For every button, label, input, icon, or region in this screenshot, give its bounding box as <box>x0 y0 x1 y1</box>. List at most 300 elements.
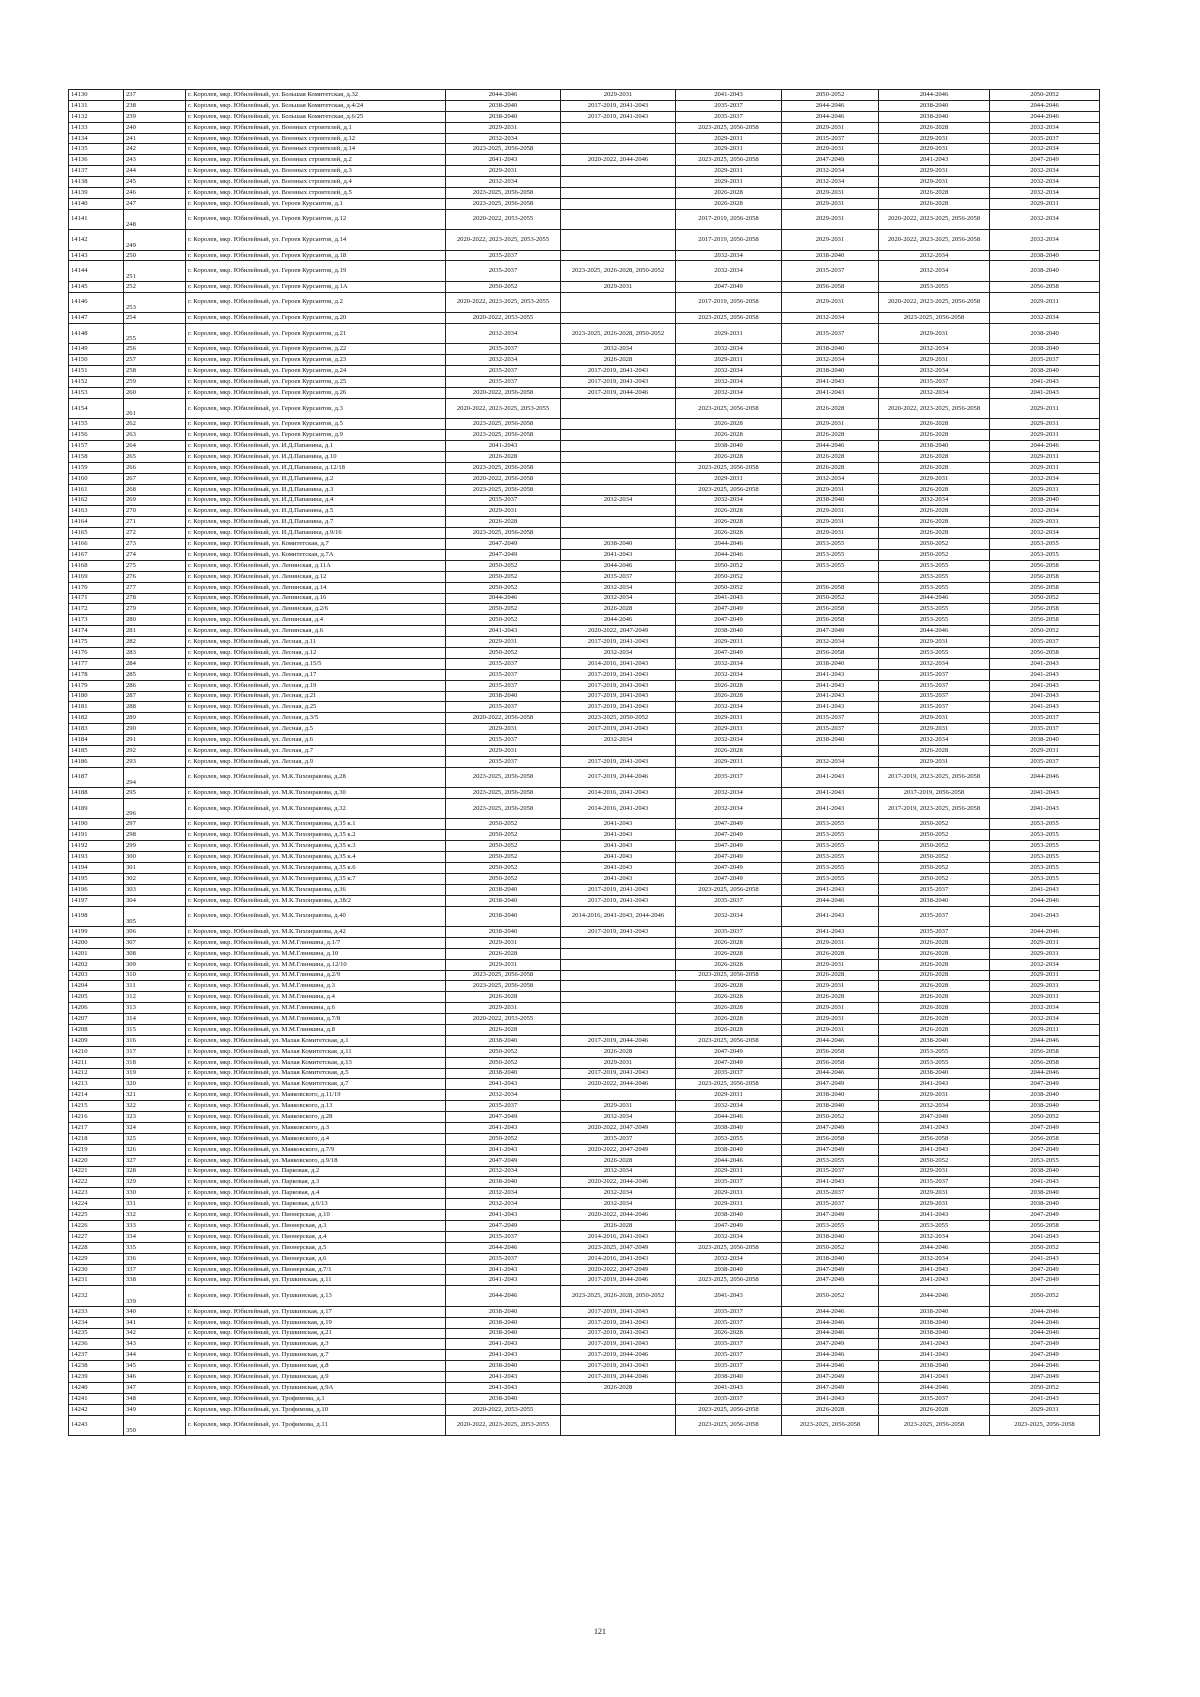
period-1-cell: 2020-2022, 2023-2025, 2053-2055 <box>446 292 561 312</box>
period-3-cell: 2023-2025, 2056-2058 <box>676 1275 782 1286</box>
period-1-cell: 2044-2046 <box>446 593 561 604</box>
period-1-cell: 2050-2052 <box>446 582 561 593</box>
period-4-cell: 2050-2052 <box>782 1112 879 1123</box>
period-2-cell: 2020-2022, 2047-2049 <box>561 1122 676 1133</box>
address-cell: г. Королев, мкр. Юбилейный, ул. Военных строителей, д.12 <box>186 133 446 144</box>
period-1-cell: 2050-2052 <box>446 873 561 884</box>
table-row <box>69 473 1100 484</box>
table-row <box>69 745 1100 756</box>
row-number-cell: 14141 <box>69 209 124 229</box>
table-body <box>69 90 1100 1436</box>
table-row <box>69 626 1100 637</box>
record-id-cell: 315 <box>124 1024 186 1035</box>
period-5-cell: 2029-2031 <box>879 355 990 366</box>
period-6-cell: 2041-2043 <box>990 906 1100 926</box>
period-2-cell: 2023-2025, 2026-2028, 2050-2052 <box>561 1286 676 1306</box>
record-id-cell: 343 <box>124 1339 186 1350</box>
record-id-cell: 292 <box>124 745 186 756</box>
period-6-cell: 2032-2034 <box>990 209 1100 229</box>
period-6-cell: 2056-2058 <box>990 1046 1100 1057</box>
period-2-cell: 2017-2019, 2044-2046 <box>561 1372 676 1383</box>
table-row <box>69 788 1100 799</box>
row-number-cell: 14213 <box>69 1079 124 1090</box>
period-5-cell: 2026-2028 <box>879 1003 990 1014</box>
period-2-cell <box>561 959 676 970</box>
address-cell: г. Королев, мкр. Юбилейный, ул. Героев Курсантов, д.9 <box>186 430 446 441</box>
table-row <box>69 230 1100 250</box>
period-2-cell: 2020-2022, 2044-2046 <box>561 155 676 166</box>
row-number-cell: 14238 <box>69 1361 124 1372</box>
period-6-cell: 2023-2025, 2056-2058 <box>990 1415 1100 1435</box>
record-id-cell: 290 <box>124 724 186 735</box>
row-number-cell: 14189 <box>69 799 124 819</box>
period-1-cell: 2023-2025, 2056-2058 <box>446 767 561 787</box>
record-id-cell: 297 <box>124 819 186 830</box>
period-1-cell: 2041-2043 <box>446 1122 561 1133</box>
table-row <box>69 1286 1100 1306</box>
period-5-cell: 2050-2052 <box>879 852 990 863</box>
row-number-cell: 14169 <box>69 571 124 582</box>
row-number-cell: 14206 <box>69 1003 124 1014</box>
table-row <box>69 1264 1100 1275</box>
table-row <box>69 188 1100 199</box>
row-number-cell: 14150 <box>69 355 124 366</box>
table-row <box>69 1035 1100 1046</box>
period-5-cell: 2029-2031 <box>879 1166 990 1177</box>
period-3-cell: 2050-2052 <box>676 571 782 582</box>
period-6-cell: 2032-2034 <box>990 1014 1100 1025</box>
period-3-cell: 2017-2019, 2056-2058 <box>676 292 782 312</box>
period-3-cell: 2029-2031 <box>676 1199 782 1210</box>
period-2-cell: 2041-2043 <box>561 830 676 841</box>
period-4-cell: 2035-2037 <box>782 324 879 344</box>
period-6-cell: 2029-2031 <box>990 948 1100 959</box>
period-6-cell: 2056-2058 <box>990 647 1100 658</box>
period-3-cell: 2026-2028 <box>676 680 782 691</box>
period-3-cell: 2023-2025, 2056-2058 <box>676 1415 782 1435</box>
period-6-cell: 2029-2031 <box>990 517 1100 528</box>
table-row <box>69 873 1100 884</box>
period-5-cell: 2050-2052 <box>879 873 990 884</box>
record-id-cell: 321 <box>124 1090 186 1101</box>
table-row <box>69 1306 1100 1317</box>
period-2-cell: 2032-2034 <box>561 735 676 746</box>
period-3-cell: 2026-2028 <box>676 691 782 702</box>
table-row <box>69 292 1100 312</box>
period-2-cell: 2035-2037 <box>561 571 676 582</box>
table-row <box>69 1242 1100 1253</box>
table-row <box>69 198 1100 209</box>
period-6-cell: 2044-2046 <box>990 100 1100 111</box>
record-id-cell: 319 <box>124 1068 186 1079</box>
table-row <box>69 593 1100 604</box>
period-4-cell: 2041-2043 <box>782 1393 879 1404</box>
row-number-cell: 14243 <box>69 1415 124 1435</box>
row-number-cell: 14239 <box>69 1372 124 1383</box>
record-id-cell: 280 <box>124 615 186 626</box>
period-2-cell: 2017-2019, 2041-2043 <box>561 637 676 648</box>
period-3-cell: 2047-2049 <box>676 863 782 874</box>
period-1-cell: 2038-2040 <box>446 1177 561 1188</box>
period-6-cell: 2029-2031 <box>990 484 1100 495</box>
record-id-cell: 260 <box>124 387 186 398</box>
period-2-cell: 2020-2022, 2044-2046 <box>561 1177 676 1188</box>
record-id-cell: 318 <box>124 1057 186 1068</box>
address-cell: г. Королев, мкр. Юбилейный, ул. Лесная, д.25 <box>186 702 446 713</box>
period-2-cell <box>561 517 676 528</box>
row-number-cell: 14178 <box>69 669 124 680</box>
period-1-cell: 2041-2043 <box>446 1079 561 1090</box>
table-row <box>69 313 1100 324</box>
table-row <box>69 1090 1100 1101</box>
period-5-cell: 2032-2034 <box>879 735 990 746</box>
record-id-cell: 252 <box>124 281 186 292</box>
period-3-cell: 2038-2040 <box>676 1264 782 1275</box>
period-3-cell: 2041-2043 <box>676 90 782 101</box>
address-cell: г. Королев, мкр. Юбилейный, ул. М.К.Тихонравова, д.40 <box>186 906 446 926</box>
period-6-cell: 2050-2052 <box>990 1286 1100 1306</box>
period-2-cell: 2032-2034 <box>561 1188 676 1199</box>
page-number: 121 <box>594 1627 606 1636</box>
period-4-cell: 2035-2037 <box>782 1199 879 1210</box>
address-cell: г. Королев, мкр. Юбилейный, ул. Трофимова, д.1 <box>186 1393 446 1404</box>
period-2-cell <box>561 981 676 992</box>
period-4-cell: 2032-2034 <box>782 177 879 188</box>
table-row <box>69 377 1100 388</box>
period-1-cell: 2044-2046 <box>446 1242 561 1253</box>
period-5-cell: 2020-2022, 2023-2025, 2056-2058 <box>879 230 990 250</box>
period-4-cell: 2050-2052 <box>782 593 879 604</box>
record-id-cell: 348 <box>124 1393 186 1404</box>
period-2-cell <box>561 398 676 418</box>
row-number-cell: 14131 <box>69 100 124 111</box>
period-2-cell <box>561 451 676 462</box>
address-cell: г. Королев, мкр. Юбилейный, ул. Пушкинская, д.3 <box>186 1339 446 1350</box>
record-id-cell: 311 <box>124 981 186 992</box>
period-5-cell: 2032-2034 <box>879 387 990 398</box>
record-id-cell: 344 <box>124 1350 186 1361</box>
period-6-cell: 2038-2040 <box>990 250 1100 261</box>
period-6-cell: 2029-2031 <box>990 981 1100 992</box>
period-3-cell: 2047-2049 <box>676 1057 782 1068</box>
period-1-cell: 2035-2037 <box>446 680 561 691</box>
period-1-cell: 2023-2025, 2056-2058 <box>446 484 561 495</box>
record-id-cell: 331 <box>124 1199 186 1210</box>
period-5-cell: 2035-2037 <box>879 1393 990 1404</box>
record-id-cell: 274 <box>124 549 186 560</box>
record-id-cell: 324 <box>124 1122 186 1133</box>
period-6-cell: 2053-2055 <box>990 539 1100 550</box>
period-6-cell: 2047-2049 <box>990 1372 1100 1383</box>
period-6-cell: 2038-2040 <box>990 1188 1100 1199</box>
period-2-cell: 2017-2019, 2044-2046 <box>561 1035 676 1046</box>
period-5-cell: 2053-2055 <box>879 582 990 593</box>
period-5-cell: 2053-2055 <box>879 1057 990 1068</box>
period-4-cell: 2029-2031 <box>782 198 879 209</box>
table-row <box>69 895 1100 906</box>
period-2-cell: 2023-2025, 2026-2028, 2050-2052 <box>561 261 676 281</box>
period-3-cell: 2023-2025, 2056-2058 <box>676 462 782 473</box>
period-1-cell: 2035-2037 <box>446 495 561 506</box>
period-5-cell: 2023-2025, 2056-2058 <box>879 313 990 324</box>
period-3-cell: 2047-2049 <box>676 647 782 658</box>
row-number-cell: 14137 <box>69 166 124 177</box>
row-number-cell: 14184 <box>69 735 124 746</box>
period-2-cell <box>561 166 676 177</box>
period-2-cell <box>561 506 676 517</box>
period-3-cell: 2032-2034 <box>676 702 782 713</box>
record-id-cell: 312 <box>124 992 186 1003</box>
record-id-cell: 277 <box>124 582 186 593</box>
period-5-cell: 2017-2019, 2023-2025, 2056-2058 <box>879 767 990 787</box>
period-3-cell: 2029-2031 <box>676 713 782 724</box>
period-2-cell <box>561 1090 676 1101</box>
row-number-cell: 14203 <box>69 970 124 981</box>
period-6-cell: 2050-2052 <box>990 593 1100 604</box>
period-4-cell: 2053-2055 <box>782 549 879 560</box>
period-5-cell: 2026-2028 <box>879 188 990 199</box>
period-3-cell: 2035-2037 <box>676 111 782 122</box>
address-cell: г. Королев, мкр. Юбилейный, ул. Пионерская, д.6 <box>186 1253 446 1264</box>
period-1-cell: 2047-2049 <box>446 1221 561 1232</box>
period-2-cell <box>561 430 676 441</box>
record-id-cell: 278 <box>124 593 186 604</box>
row-number-cell: 14232 <box>69 1286 124 1306</box>
period-2-cell <box>561 133 676 144</box>
period-4-cell: 2041-2043 <box>782 799 879 819</box>
period-4-cell: 2041-2043 <box>782 1177 879 1188</box>
period-4-cell: 2056-2058 <box>782 281 879 292</box>
period-3-cell: 2026-2028 <box>676 1014 782 1025</box>
period-1-cell: 2023-2025, 2056-2058 <box>446 970 561 981</box>
record-id-cell: 323 <box>124 1112 186 1123</box>
period-2-cell: 2017-2019, 2041-2043 <box>561 1339 676 1350</box>
period-5-cell: 2038-2040 <box>879 441 990 452</box>
table-row <box>69 615 1100 626</box>
table-row <box>69 724 1100 735</box>
period-2-cell <box>561 473 676 484</box>
period-4-cell: 2038-2040 <box>782 366 879 377</box>
period-1-cell: 2050-2052 <box>446 1133 561 1144</box>
period-3-cell: 2035-2037 <box>676 100 782 111</box>
row-number-cell: 14236 <box>69 1339 124 1350</box>
record-id-cell: 251 <box>124 261 186 281</box>
record-id-cell: 298 <box>124 830 186 841</box>
period-5-cell: 2044-2046 <box>879 1286 990 1306</box>
record-id-cell: 245 <box>124 177 186 188</box>
record-id-cell: 301 <box>124 863 186 874</box>
period-1-cell: 2050-2052 <box>446 647 561 658</box>
period-2-cell: 2017-2019, 2041-2043 <box>561 1068 676 1079</box>
record-id-cell: 308 <box>124 948 186 959</box>
period-6-cell: 2035-2037 <box>990 724 1100 735</box>
period-3-cell: 2035-2037 <box>676 1361 782 1372</box>
period-1-cell: 2023-2025, 2056-2058 <box>446 430 561 441</box>
period-1-cell: 2050-2052 <box>446 819 561 830</box>
period-5-cell: 2038-2040 <box>879 100 990 111</box>
record-id-cell: 273 <box>124 539 186 550</box>
period-5-cell: 2026-2028 <box>879 948 990 959</box>
period-4-cell: 2056-2058 <box>782 1133 879 1144</box>
address-cell: г. Королев, мкр. Юбилейный, ул. Маяковского, д.11/19 <box>186 1090 446 1101</box>
address-cell: г. Королев, мкр. Юбилейный, ул. Героев Курсантов, д.14 <box>186 230 446 250</box>
period-6-cell: 2041-2043 <box>990 1393 1100 1404</box>
period-6-cell: 2044-2046 <box>990 1068 1100 1079</box>
period-3-cell: 2035-2037 <box>676 1317 782 1328</box>
row-number-cell: 14220 <box>69 1155 124 1166</box>
record-id-cell: 259 <box>124 377 186 388</box>
period-5-cell: 2044-2046 <box>879 626 990 637</box>
period-3-cell: 2038-2040 <box>676 1372 782 1383</box>
address-cell: г. Королев, мкр. Юбилейный, ул. Героев Курсантов, д.25 <box>186 377 446 388</box>
table-row <box>69 398 1100 418</box>
row-number-cell: 14174 <box>69 626 124 637</box>
address-cell: г. Королев, мкр. Юбилейный, ул. М.К.Тихонравова, д.32 <box>186 799 446 819</box>
record-id-cell: 303 <box>124 884 186 895</box>
period-6-cell: 2053-2055 <box>990 852 1100 863</box>
period-5-cell: 2026-2028 <box>879 745 990 756</box>
period-2-cell: 2032-2034 <box>561 1112 676 1123</box>
period-2-cell: 2029-2031 <box>561 90 676 101</box>
period-5-cell: 2035-2037 <box>879 702 990 713</box>
period-3-cell: 2032-2034 <box>676 1253 782 1264</box>
period-3-cell: 2029-2031 <box>676 144 782 155</box>
period-4-cell: 2026-2028 <box>782 398 879 418</box>
row-number-cell: 14198 <box>69 906 124 926</box>
period-1-cell: 2041-2043 <box>446 1339 561 1350</box>
table-row <box>69 1188 1100 1199</box>
period-4-cell: 2041-2043 <box>782 788 879 799</box>
period-3-cell: 2026-2028 <box>676 959 782 970</box>
period-2-cell: 2023-2025, 2026-2028, 2050-2052 <box>561 324 676 344</box>
period-5-cell: 2020-2022, 2023-2025, 2056-2058 <box>879 292 990 312</box>
address-cell: г. Королев, мкр. Юбилейный, ул. Пушкинская, д.7 <box>186 1350 446 1361</box>
period-4-cell: 2023-2025, 2056-2058 <box>782 1415 879 1435</box>
table-row <box>69 1350 1100 1361</box>
period-5-cell: 2026-2028 <box>879 419 990 430</box>
period-2-cell: 2017-2019, 2041-2043 <box>561 724 676 735</box>
row-number-cell: 14163 <box>69 506 124 517</box>
row-number-cell: 14209 <box>69 1035 124 1046</box>
period-2-cell: 2023-2025, 2050-2052 <box>561 713 676 724</box>
period-5-cell: 2053-2055 <box>879 1221 990 1232</box>
table-row <box>69 261 1100 281</box>
row-number-cell: 14161 <box>69 484 124 495</box>
address-cell: г. Королев, мкр. Юбилейный, ул. Героев Курсантов, д.19 <box>186 261 446 281</box>
period-4-cell: 2029-2031 <box>782 981 879 992</box>
address-cell: г. Королев, мкр. Юбилейный, ул. Пионерская, д.3 <box>186 1221 446 1232</box>
period-1-cell: 2023-2025, 2056-2058 <box>446 799 561 819</box>
record-id-cell: 302 <box>124 873 186 884</box>
period-5-cell: 2035-2037 <box>879 926 990 937</box>
period-5-cell: 2026-2028 <box>879 484 990 495</box>
period-3-cell: 2041-2043 <box>676 1382 782 1393</box>
table-row <box>69 1057 1100 1068</box>
period-5-cell: 2038-2040 <box>879 1306 990 1317</box>
period-3-cell: 2029-2031 <box>676 133 782 144</box>
row-number-cell: 14142 <box>69 230 124 250</box>
period-3-cell: 2023-2025, 2056-2058 <box>676 484 782 495</box>
period-6-cell: 2038-2040 <box>990 261 1100 281</box>
address-cell: г. Королев, мкр. Юбилейный, ул. Трофимова, д.11 <box>186 1415 446 1435</box>
period-1-cell: 2050-2052 <box>446 615 561 626</box>
period-1-cell: 2020-2022, 2053-2055 <box>446 313 561 324</box>
period-3-cell: 2026-2028 <box>676 528 782 539</box>
record-id-cell: 338 <box>124 1275 186 1286</box>
period-3-cell: 2032-2034 <box>676 788 782 799</box>
table-row <box>69 1317 1100 1328</box>
period-4-cell: 2029-2031 <box>782 1024 879 1035</box>
period-2-cell: 2032-2034 <box>561 1166 676 1177</box>
address-cell: г. Королев, мкр. Юбилейный, ул. Большая Комитетская, д.4/24 <box>186 100 446 111</box>
table-row <box>69 549 1100 560</box>
period-6-cell: 2056-2058 <box>990 604 1100 615</box>
period-4-cell: 2056-2058 <box>782 1046 879 1057</box>
table-row <box>69 884 1100 895</box>
period-3-cell: 2029-2031 <box>676 324 782 344</box>
row-number-cell: 14159 <box>69 462 124 473</box>
period-3-cell: 2044-2046 <box>676 1155 782 1166</box>
schedule-table <box>68 89 1100 1436</box>
period-2-cell <box>561 992 676 1003</box>
period-3-cell: 2038-2040 <box>676 1210 782 1221</box>
period-5-cell: 2029-2031 <box>879 324 990 344</box>
period-1-cell: 2038-2040 <box>446 1306 561 1317</box>
period-1-cell: 2041-2043 <box>446 441 561 452</box>
period-5-cell: 2026-2028 <box>879 430 990 441</box>
period-4-cell: 2029-2031 <box>782 1014 879 1025</box>
record-id-cell: 294 <box>124 767 186 787</box>
record-id-cell: 327 <box>124 1155 186 1166</box>
period-4-cell: 2035-2037 <box>782 133 879 144</box>
period-2-cell: 2020-2022, 2047-2049 <box>561 1144 676 1155</box>
period-1-cell: 2041-2043 <box>446 1144 561 1155</box>
table-row <box>69 122 1100 133</box>
address-cell: г. Королев, мкр. Юбилейный, ул. М.К.Тихонравова, д.35 к.7 <box>186 873 446 884</box>
address-cell: г. Королев, мкр. Юбилейный, ул. Малая Комитетская, д.7 <box>186 1079 446 1090</box>
period-4-cell: 2053-2055 <box>782 560 879 571</box>
period-4-cell: 2026-2028 <box>782 1404 879 1415</box>
period-5-cell: 2026-2028 <box>879 937 990 948</box>
record-id-cell: 263 <box>124 430 186 441</box>
address-cell: г. Королев, мкр. Юбилейный, ул. Лесная, д.3/5 <box>186 713 446 724</box>
period-1-cell: 2032-2034 <box>446 1090 561 1101</box>
record-id-cell: 333 <box>124 1221 186 1232</box>
period-2-cell: 2017-2019, 2041-2043 <box>561 884 676 895</box>
address-cell: г. Королев, мкр. Юбилейный, ул. Пионерская, д.10 <box>186 1210 446 1221</box>
period-3-cell: 2047-2049 <box>676 830 782 841</box>
period-1-cell: 2020-2022, 2053-2055 <box>446 1404 561 1415</box>
row-number-cell: 14193 <box>69 852 124 863</box>
period-2-cell <box>561 292 676 312</box>
period-5-cell: 2041-2043 <box>879 1079 990 1090</box>
period-5-cell: 2050-2052 <box>879 841 990 852</box>
period-1-cell: 2020-2022, 2053-2055 <box>446 209 561 229</box>
table-row <box>69 1372 1100 1383</box>
period-5-cell: 2050-2052 <box>879 1155 990 1166</box>
period-6-cell: 2032-2034 <box>990 230 1100 250</box>
period-1-cell: 2023-2025, 2056-2058 <box>446 419 561 430</box>
period-6-cell: 2032-2034 <box>990 188 1100 199</box>
table-row <box>69 387 1100 398</box>
table-row <box>69 647 1100 658</box>
period-1-cell: 2047-2049 <box>446 1155 561 1166</box>
table-row <box>69 959 1100 970</box>
period-3-cell: 2029-2031 <box>676 1188 782 1199</box>
period-4-cell: 2053-2055 <box>782 841 879 852</box>
period-6-cell: 2029-2031 <box>990 419 1100 430</box>
table-row <box>69 799 1100 819</box>
